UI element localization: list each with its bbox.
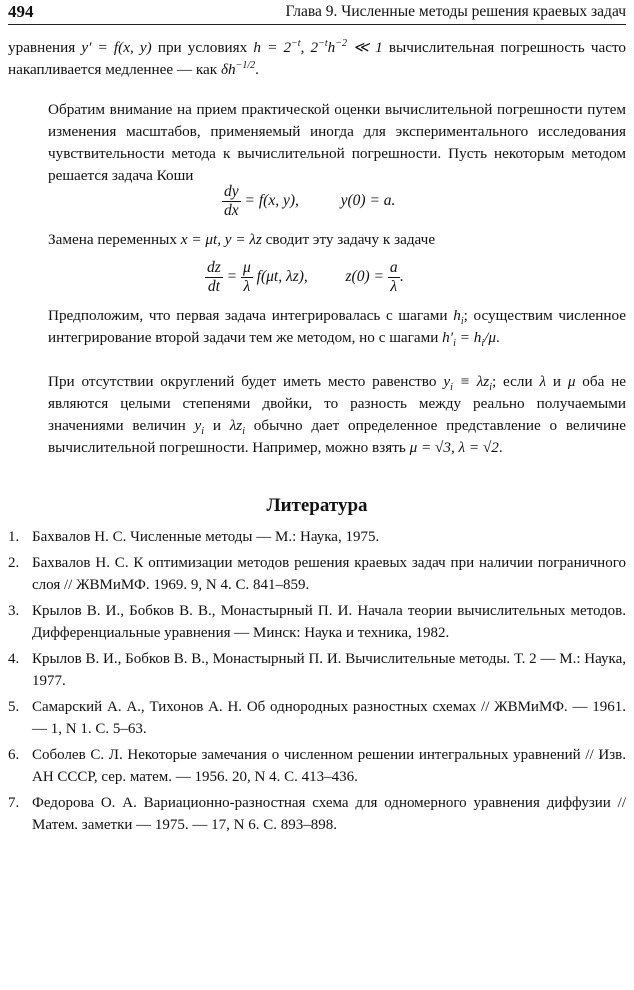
- running-title: Глава 9. Численные методы решения краевых задач: [285, 3, 626, 20]
- reference-list: [8, 526, 626, 840]
- reference-text: Бахвалов Н. С. К оптимизации методов решения краевых задач при наличии пограничного слоя // ЖВМиМФ. 1969. 9, N 4. С. 841–859.: [32, 555, 626, 593]
- para4-text-3: и: [552, 373, 561, 390]
- para0-text-3: вычислительная погрешность часто накапливается медленнее — как: [8, 39, 627, 78]
- reference-item: [8, 696, 626, 740]
- page-header: [8, 2, 626, 25]
- para4-text-1: При отсутствии округлений будет иметь место равенство: [48, 373, 437, 390]
- para3-text-2: ; осуществим численное интегрирование второй задачи тем же методом, но с шагами: [48, 307, 626, 346]
- paragraph-scaling-intro: Обратим внимание на прием практической оценки вычислительной погрешности путем изменения масштабов, применяемый иногда для экспериментального исследования чувствительности метода к вычислительной погрешности. Пусть некоторым методом решается задача Коши: [48, 101, 626, 184]
- transformed-equation: $\frac{dz}{dt}$ = $\frac{\mu}{\lambda}$ f(μt, λz), z(0) = $\frac{a}{\lambda}$ .: [207, 259, 404, 295]
- reference-number: 7.: [8, 795, 20, 811]
- para0-text-2: при условиях: [157, 39, 248, 56]
- para0-text-1: уравнения: [8, 39, 76, 56]
- page-number: 494: [8, 2, 34, 21]
- reference-item: [8, 744, 626, 788]
- reference-item: [8, 600, 626, 644]
- reference-text: Самарский А. А., Тихонов А. Н. Об однородных разностных схемах // ЖВМиМФ. — 1961. — 1, N 1. С. 5–63.: [32, 699, 626, 737]
- reference-text: Бахвалов Н. С. Численные методы — М.: Наука, 1975.: [32, 529, 380, 545]
- para2-text-1: Замена переменных: [48, 231, 177, 248]
- reference-number: 2.: [8, 555, 20, 571]
- para4-text-5: и: [212, 417, 221, 434]
- paragraph-variable-change: Замена переменных x = μt, y = λz сводит эту задачу к задаче: [48, 231, 436, 248]
- reference-text: Крылов В. И., Бобков В. В., Монастырный П. И. Вычислительные методы. Т. 2 — М.: Наука, 1977.: [32, 651, 626, 689]
- paragraph-step-sizes: Предположим, что первая задача интегрировалась с шагами $h_i$; осуществим численное интегрирование второй задачи тем же методом, но с шагами $h'_i = h_i/\mu$.: [48, 307, 626, 350]
- reference-item: [8, 526, 626, 548]
- reference-number: 5.: [8, 699, 20, 715]
- paragraph-continuation: уравнения y′ = f(x, y) при условиях $h = 2^{-t}$, $2^{-t}h^{-2}$ ≪ 1 вычислительная погрешность часто накапливается медленнее — как $\delta h^{-1/2}$.: [8, 37, 627, 78]
- para3-text-1: Предположим, что первая задача интегрировалась с шагами: [48, 307, 448, 324]
- paragraph-rounding: При отсутствии округлений будет иметь место равенство $y_i \equiv \lambda z_i$; если λ и μ оба не являются целыми степенями двойки, то разность между реально получаемыми значениями величин $y_i$ и $\lambda z_i$ обычно дает определенное представление о величине вычислительной погрешности. Например, можно взять μ = √3, λ = √2.: [48, 373, 627, 456]
- para4-text-6: обычно дает определенное представление о величине вычислительной погрешности. Например, можно взять: [48, 417, 626, 456]
- reference-text: Крылов В. И., Бобков В. В., Монастырный П. И. Начала теории вычислительных методов. Дифференциальные уравнения — Минск: Наука и техника, 1982.: [32, 603, 626, 641]
- reference-item: [8, 648, 626, 692]
- reference-number: 1.: [8, 529, 20, 545]
- reference-number: 4.: [8, 651, 20, 667]
- reference-number: 6.: [8, 747, 20, 763]
- cauchy-problem-equation: $\frac{dy}{dx}$ = f(x, y), y(0) = a.: [224, 183, 396, 219]
- reference-text: Соболев С. Л. Некоторые замечания о численном решении интегральных уравнений // Изв. АН СССР, сер. матем. — 1956. 20, N 4. С. 413–436.: [32, 747, 626, 785]
- reference-number: 3.: [8, 603, 20, 619]
- reference-item: [8, 792, 626, 836]
- reference-text: Федорова О. А. Вариационно-разностная схема для одномерного уравнения диффузии // Матем. заметки — 1975. — 17, N 6. С. 893–898.: [32, 795, 626, 833]
- para4-text-2: ; если: [492, 373, 533, 390]
- para2-text-2: сводит эту задачу к задаче: [265, 231, 436, 248]
- reference-item: [8, 552, 626, 596]
- para4-text-4: оба не являются целыми степенями двойки, то разность между реально получаемыми значениями величин: [48, 373, 627, 434]
- section-title-literature: Литература: [266, 495, 368, 516]
